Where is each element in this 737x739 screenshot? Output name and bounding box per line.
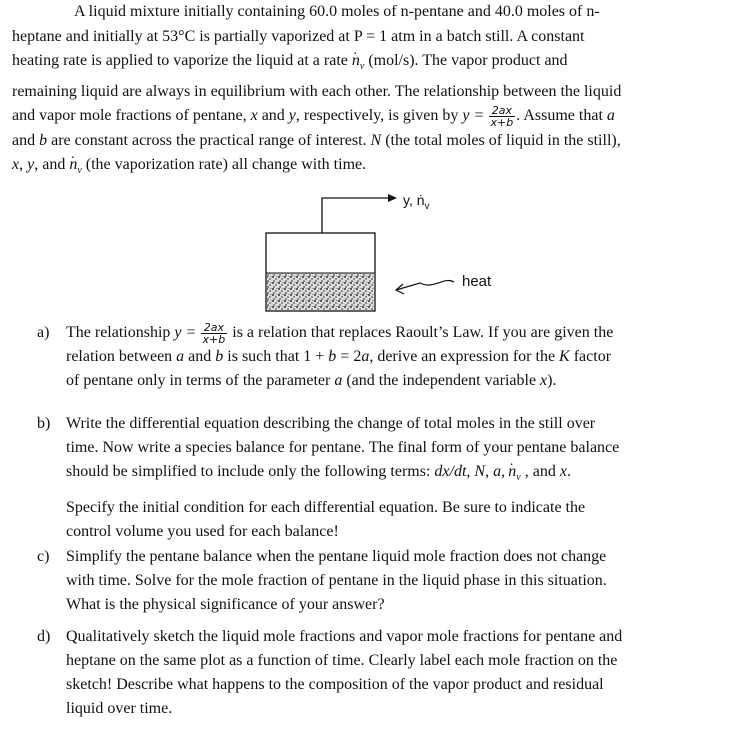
- vapor-outlet-arrowhead: [388, 194, 397, 202]
- vaporization-rate-symbol: · $n_v$: [69, 156, 81, 173]
- intro-line-2: heptane and initially at 53°C is partially vaporized at P = 1 atm in a batch still. A constant: [12, 27, 585, 45]
- question-marker: c): [37, 548, 50, 565]
- question-d-line-1: Qualitatively sketch the liquid mole fractions and vapor mole fractions for pentane and: [66, 628, 623, 645]
- question-d-line-3: sketch! Describe what happens to the composition of the vapor product and residual: [66, 676, 604, 693]
- question-c-line-3: What is the physical significance of your answer?: [66, 596, 385, 613]
- question-b-line-1: Write the differential equation describing the change of total moles in the still over: [66, 415, 596, 432]
- vapor-outlet-pipe: [322, 198, 388, 233]
- equilibrium-fraction: $\frac{2ax}{x+b}$: [202, 320, 226, 346]
- question-a-line-2: relation between a and b is such that 1 + b = 2a, derive an expression for the K factor: [66, 348, 612, 365]
- problem-intro: [12, 0, 704, 184]
- intro-line-3: heating rate is applied to vaporize the liquid at a rate · $n_v$ (mol/s). The vapor product and: [12, 49, 704, 80]
- batch-still-diagram: [260, 186, 520, 318]
- intro-line-7: x, y, and · $n_v$ (the vaporization rate) all change with time.: [12, 153, 704, 184]
- question-marker: a): [37, 324, 50, 341]
- heat-arrow: [396, 280, 454, 290]
- intro-line-4: remaining liquid are always in equilibrium with each other. The relationship between the liquid: [12, 82, 622, 100]
- heat-label: heat: [462, 273, 492, 290]
- question-c-line-1: Simplify the pentane balance when the pentane liquid mole fraction does not change: [66, 548, 607, 565]
- question-marker: b): [37, 415, 51, 432]
- question-a-line-3: of pentane only in terms of the parameter a (and the independent variable x).: [66, 372, 557, 389]
- question-a-line-1: The relationship y = $\frac{2ax}{x+b}$ is a relation that replaces Raoult’s Law. If you are given the: [66, 320, 614, 346]
- question-b-line-2: time. Now write a species balance for pentane. The final form of your pentane balance: [66, 439, 620, 456]
- equilibrium-fraction: $\frac{2ax}{x+b}$: [490, 104, 514, 130]
- question-b-line-4: Specify the initial condition for each differential equation. Be sure to indicate the: [66, 499, 586, 517]
- intro-line-6: and b are constant across the practical range of interest. N (the total moles of liquid in the still),: [12, 131, 621, 149]
- question-c-line-2: with time. Solve for the mole fraction of pentane in the liquid phase in this situation.: [66, 572, 607, 589]
- question-b-line-5: control volume you used for each balance!: [66, 523, 339, 541]
- question-d-line-4: liquid over time.: [66, 700, 173, 717]
- still-liquid: [267, 273, 374, 310]
- question-marker: d): [37, 628, 51, 645]
- intro-line-5: and vapor mole fractions of pentane, x and y, respectively, is given by y = $\frac{2ax}{x+b}$ . Assume that a: [12, 104, 615, 130]
- vaporization-rate-symbol: · $n_v$: [508, 463, 520, 480]
- question-b-line-3: should be simplified to include only the following terms: dx/dt, N, a, · $n_v$ , and x.: [66, 460, 692, 490]
- vaporization-rate-symbol: · $n_v$: [352, 52, 364, 69]
- intro-line-1: A liquid mixture initially containing 60.0 moles of n-pentane and 40.0 moles of n-: [74, 3, 600, 20]
- still-drawing: [260, 186, 520, 318]
- vapor-output-label: y, ṅ$_v$: [403, 192, 430, 212]
- question-d-line-2: heptane on the same plot as a function of time. Clearly label each mole fraction on the: [66, 652, 618, 669]
